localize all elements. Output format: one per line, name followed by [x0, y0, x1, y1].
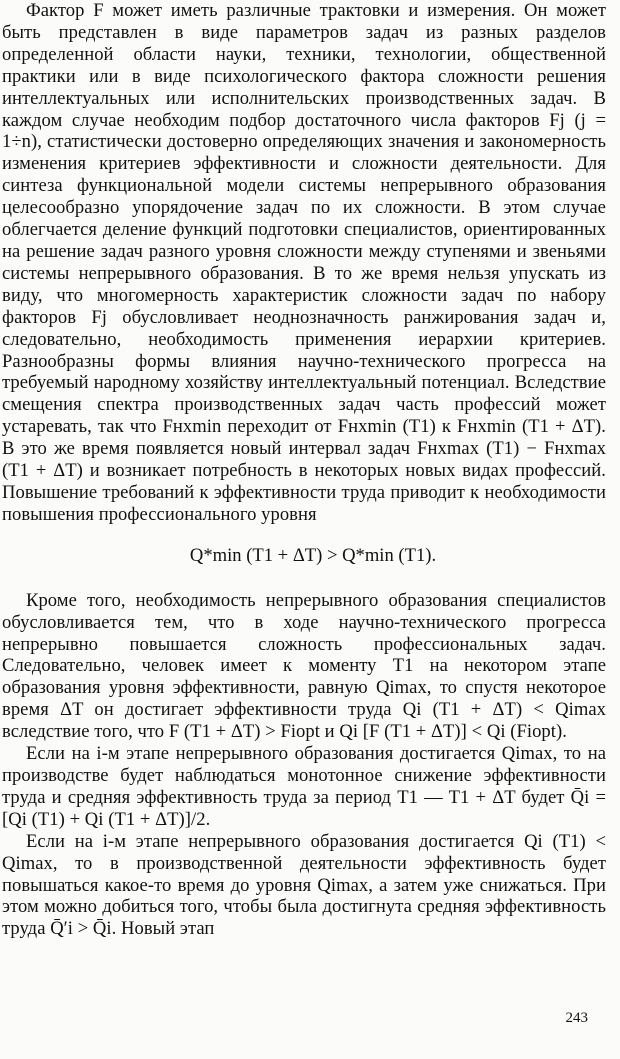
paragraph-1: Фактор F может иметь различные трактовки и измерения. Он может быть представлен в виде параметров задач из разных разделов определенной области науки, техники, технологии, общественной практики или в виде психологического фактора сложности решения интеллектуальных или исполнительских производственных задач. В каждом случае необходим подбор достаточного числа факторов Fj (j = 1÷n), статистически достоверно определяющих значения и закономерность изменения критериев эффективности и сложности деятельности. Для синтеза функциональной модели системы непрерывного образования целесообразно упорядочение задач по их сложности. В этом случае облегчается деление функций подготовки специалистов, ориентированных на решение задач разного уровня сложности между ступенями и звеньями системы непрерывного образования. В то же время нельзя упускать из виду, что многомерность характеристик сложности задач по набору факторов Fj обусловливает неоднозначность ранжирования задач и, следовательно, необходимость применения иерархии критериев. Разнообразны формы влияния научно-технического прогресса на требуемый народному хозяйству интеллектуальный потенциал. Вследствие смещения спектра производственных задач часть профессий может устаревать, так что Fнхmin переходит от Fнхmin (T1) к Fнхmin (T1 + ΔT). В это же время появляется новый интервал задач Fнхmax (T1) − Fнхmax (T1 + ΔT) и возникает потребность в некоторых новых видах профессий. Повышение требований к эффективности труда приводит к необходимости повышения профессионального уровня	[2, 0, 606, 525]
page-number: 243	[565, 1010, 588, 1026]
paragraph-3: Если на i-м этапе непрерывного образования достигается Qimax, то на производстве будет наблюдаться монотонное снижение эффективности труда и средняя эффективность труда за период T1 — T1 + ΔT будет Q̄i = [Qi (T1) + Qi (T1 + ΔT)]/2.	[2, 743, 606, 830]
formula: Q*min (T1 + ΔT) > Q*min (T1).	[189, 544, 437, 566]
paragraph-2: Кроме того, необходимость непрерывного образования специалистов обусловливается тем, что в ходе научно-технического прогресса непрерывно повышается сложность профессиональных задач. Следовательно, человек имеет к моменту T1 на некотором этапе образования уровня эффективности, равную Qimax, то спустя некоторое время ΔT он достигает эффективности труда Qi (T1 + ΔT) < Qimax вследствие того, что F (T1 + ΔT) > Fiopt и Qi [F (T1 + ΔT)] < Qi (Fiopt).	[2, 589, 606, 743]
paragraph-4: Если на i-м этапе непрерывного образования достигается Qi (T1) < Qimax, то в производственной деятельности эффективность будет повышаться какое-то время до уровня Qimax, а затем уже снижаться. При этом можно добиться того, чтобы была достигнута средняя эффективность труда Q̄′i > Q̄i. Новый этап	[2, 830, 606, 940]
